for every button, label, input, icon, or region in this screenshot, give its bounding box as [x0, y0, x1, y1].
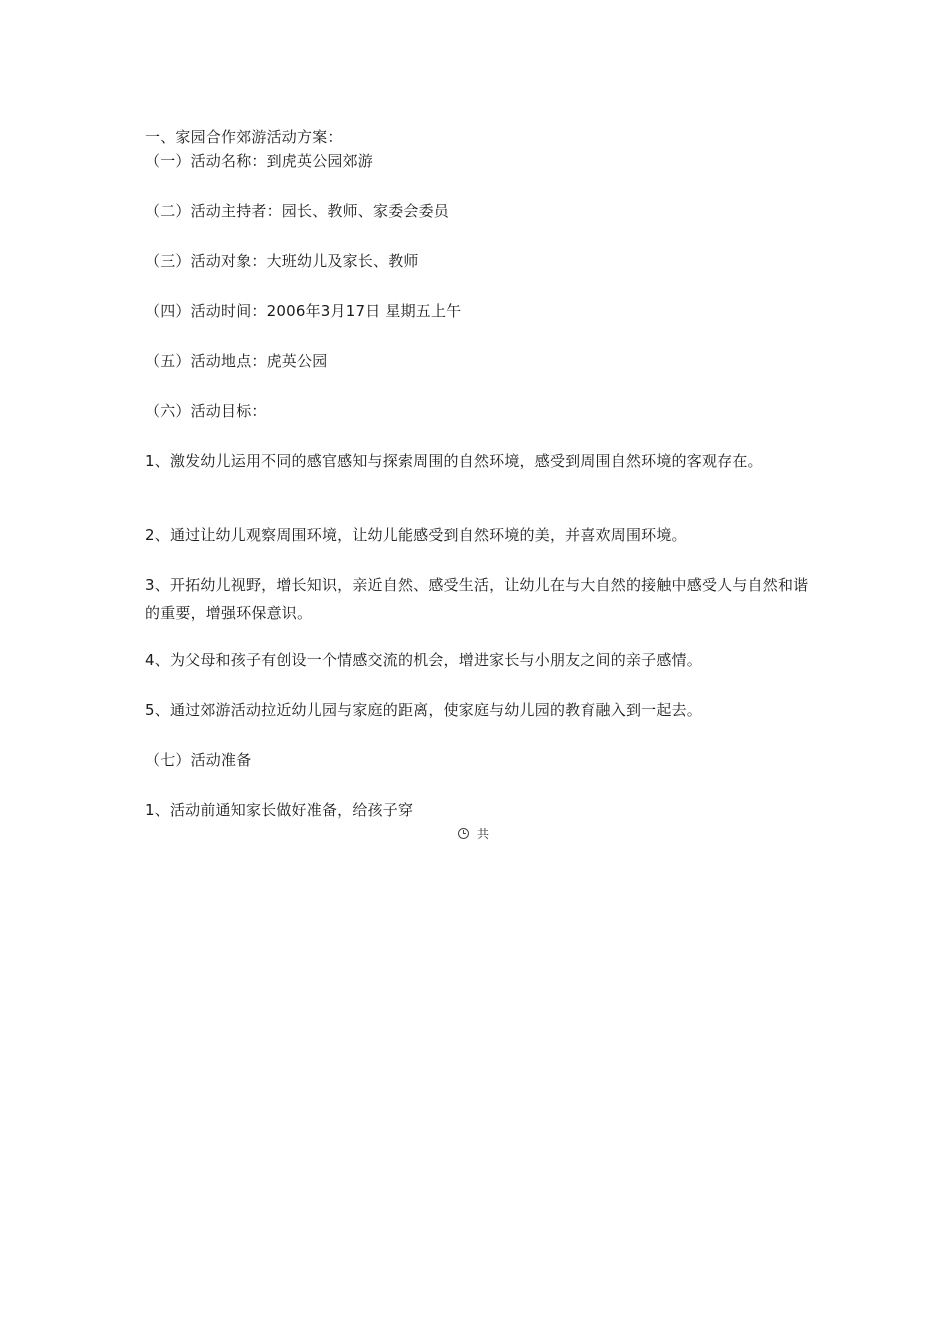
- goal-item-3: 3、开拓幼儿视野，增长知识，亲近自然、感受生活，让幼儿在与大自然的接触中感受人与自然和谐的重要，增强环保意识。: [145, 576, 809, 622]
- clock-icon: [458, 828, 469, 839]
- footer-text: 共: [477, 827, 490, 841]
- item-activity-time: （四）活动时间：2006年3月17日 星期五上午: [145, 302, 462, 320]
- item-activity-audience: （三）活动对象：大班幼儿及家长、教师: [145, 252, 419, 270]
- item-activity-place: （五）活动地点：虎英公园: [145, 352, 328, 370]
- goal-item-2: 2、通过让幼儿观察周围环境，让幼儿能感受到自然环境的美，并喜欢周围环境。: [145, 526, 687, 544]
- item-activity-hosts: （二）活动主持者：园长、教师、家委会委员: [145, 202, 450, 220]
- goal-item-1: 1、激发幼儿运用不同的感官感知与探索周围的自然环境，感受到周围自然环境的客观存在。: [145, 452, 763, 470]
- item-activity-goals-title: （六）活动目标：: [145, 402, 267, 420]
- goal-item-4: 4、为父母和孩子有创设一个情感交流的机会，增进家长与小朋友之间的亲子感情。: [145, 651, 702, 669]
- page-footer: [458, 826, 489, 842]
- item-activity-name: （一）活动名称：到虎英公园郊游: [145, 152, 374, 170]
- prep-title: （七）活动准备: [145, 751, 252, 769]
- goal-item-5: 5、通过郊游活动拉近幼儿园与家庭的距离，使家庭与幼儿园的教育融入到一起去。: [145, 701, 702, 719]
- document-heading: 一、家园合作郊游活动方案：: [145, 128, 343, 146]
- prep-item-1: 1、活动前通知家长做好准备，给孩子穿: [145, 801, 414, 819]
